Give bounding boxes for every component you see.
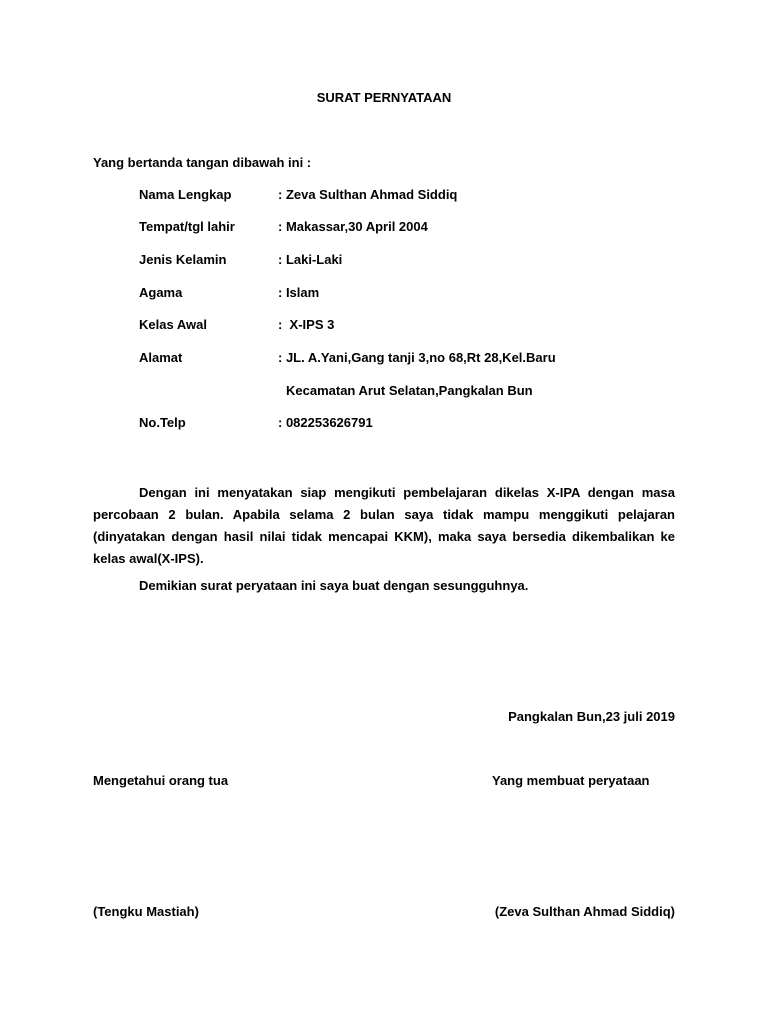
signature-right-name: (Zeva Sulthan Ahmad Siddiq) <box>494 904 675 919</box>
field-value-alamat: : JL. A.Yani,Gang tanji 3,no 68,Rt 28,Kel.Baru <box>278 350 556 365</box>
field-value-kelas-awal: : X-IPS 3 <box>278 317 335 332</box>
field-value-nama: : Zeva Sulthan Ahmad Siddiq <box>278 187 458 202</box>
place-date: Pangkalan Bun,23 juli 2019 <box>508 709 675 724</box>
signature-left-title: Mengetahui orang tua <box>93 773 229 788</box>
intro-text: Yang bertanda tangan dibawah ini : <box>93 155 312 170</box>
field-value-alamat-line2: Kecamatan Arut Selatan,Pangkalan Bun <box>286 383 533 398</box>
field-label-agama: Agama <box>139 285 183 300</box>
signature-right-title: Yang membuat peryataan <box>492 773 650 788</box>
field-label-nama: Nama Lengkap <box>139 187 232 202</box>
field-label-telp: No.Telp <box>139 415 186 430</box>
document-title: SURAT PERNYATAAN <box>316 90 452 105</box>
field-value-telp: : 082253626791 <box>278 415 373 430</box>
field-label-ttl: Tempat/tgl lahir <box>139 219 235 234</box>
field-value-ttl: : Makassar,30 April 2004 <box>278 219 428 234</box>
field-label-alamat: Alamat <box>139 350 183 365</box>
field-value-jenis-kelamin: : Laki-Laki <box>278 252 343 267</box>
signature-left-name: (Tengku Mastiah) <box>93 904 199 919</box>
closing-text: Demikian surat peryataan ini saya buat dengan sesungguhnya. <box>139 578 529 593</box>
field-label-jenis-kelamin: Jenis Kelamin <box>139 252 227 267</box>
field-value-agama: : Islam <box>278 285 320 300</box>
statement-paragraph: Dengan ini menyatakan siap mengikuti pembelajaran dikelas X-IPA dengan masa percobaan 2 bulan. Apabila selama 2 bulan saya tidak mampu menggikuti pelajaran (dinyatakan dengan hasil nilai tidak mencapai KKM), maka saya bersedia dikembalikan ke kelas awal(X-IPS). <box>93 485 675 566</box>
field-label-kelas-awal: Kelas Awal <box>139 317 207 332</box>
